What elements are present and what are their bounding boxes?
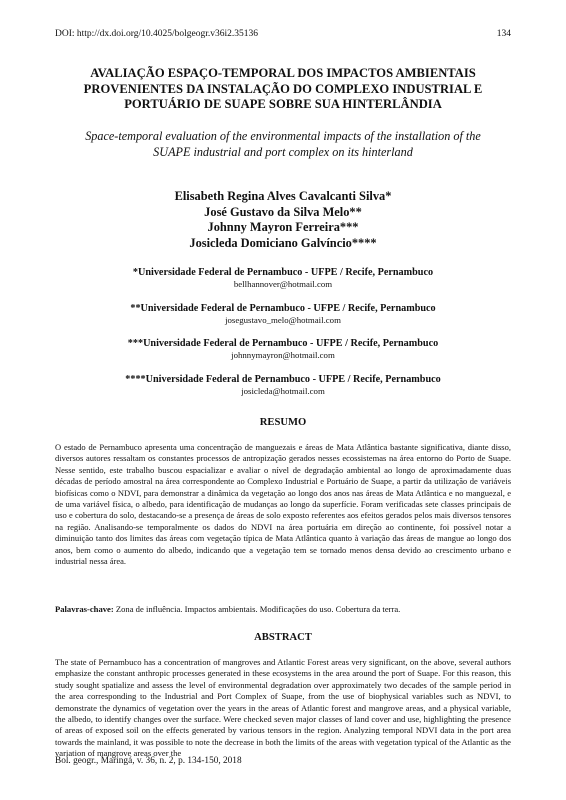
page-number: 134 [496, 29, 511, 39]
affiliation-institution: *Universidade Federal de Pernambuco - UFPE / Recife, Pernambuco [132, 267, 434, 278]
affiliation-institution: ***Universidade Federal de Pernambuco - UFPE / Recife, Pernambuco [127, 338, 439, 349]
affiliation-email[interactable]: josicleda@hotmail.com [241, 386, 325, 396]
affiliation-email[interactable]: josegustavo_melo@hotmail.com [225, 315, 341, 325]
abstract-text: The state of Pernambuco has a concentration of mangroves and Atlantic Forest areas very significant, on the above, several authors emphasize the constant anthropic processes generated in these ecosystems in the area around the port of Suape. For this reason, this study sought spatialize and assess the level of environmental degradation over approximately two decades of the sample period in the area corresponding to the Industrial and Port Complex of Suape, from the use of biophysical variables such as NDVI, to demonstrate the dynamics of vegetation over the years in the areas of Atlantic forest and mangrove areas, and a physical variable, the albedo, to identify changes over the surface. Were checked seven major classes of land cover and use, highlighting the presence of areas of exposed soil on the effects generated by various tensors in the region. Analyzing temporal NDVI data in the port area towards the mainland, it was possible to note the decrease in both the limits of the areas with vegetation typical of the Atlantic as the variation of mangrove areas over the [55, 657, 511, 759]
title-line: PORTUÁRIO DE SUAPE SOBRE SUA HINTERLÂNDIA [124, 97, 442, 111]
resumo-text: O estado de Pernambuco apresenta uma concentração de manguezais e áreas de Mata Atlântica bastante significativa, diante disso, diversos autores ressaltam os constantes processos de antropização gerados nesses ecossistemas na área entorno do Porto de Suape. Nesse sentido, este trabalho buscou espacializar e avaliar o nível de degradação ambiental ao longo de aproximadamente duas décadas de período amostral na área correspondente ao Complexo Industrial e Portuário de Suape, a partir da utilização de variáveis biofísicas como o NDVI, para demonstrar a dinâmica da vegetação ao longo dos anos nas áreas de Mata Atlântica e no manguezal, e de uma variável física, o albedo, para identificação de mudanças ao longo da superfície. Foram verificadas sete classes principais de uso e cobertura do solo, destacando-se a presença de áreas de solo exposto referentes aos efeitos gerados pelos mais diversos tensores na região. Analisando-se temporalmente os dados do NDVI na área portuária em direção ao continente, foi possível notar a diminuição tanto dos limites das áreas com vegetação típica de Mata Atlântica quanto à variação das áreas de mangue ao longo dos anos, bem como o aumento do albedo, indicando que a vegetação tem se tornado menos densa devido ao crescimento urbano e industrial nessa área. [55, 442, 511, 567]
abstract-heading: ABSTRACT [254, 632, 312, 643]
author-list [40, 189, 526, 251]
affiliation-3 [40, 337, 526, 361]
keywords-text: Zona de influência. Impactos ambientais. Modificações do uso. Cobertura da terra. [115, 604, 401, 614]
paper-subtitle [45, 129, 521, 160]
page-header [55, 29, 511, 39]
keywords-label: Palavras-chave: [55, 604, 114, 614]
keywords-line [55, 604, 511, 614]
paper-title [40, 66, 526, 113]
affiliation-2 [40, 302, 526, 326]
resumo-heading: RESUMO [259, 417, 307, 428]
affiliation-email[interactable]: johnnymayron@hotmail.com [231, 350, 335, 360]
subtitle-line: Space-temporal evaluation of the environmental impacts of the installation of the [85, 129, 481, 143]
author-name: Josicleda Domiciano Galvíncio**** [189, 235, 377, 250]
author-name: Johnny Mayron Ferreira*** [207, 220, 359, 235]
doi-link[interactable]: DOI: http://dx.doi.org/10.4025/bolgeogr.v36i2.35136 [55, 29, 259, 39]
page-footer: Bol. geogr., Maringá, v. 36, n. 2, p. 134-150, 2018 [55, 756, 242, 766]
title-line: AVALIAÇÃO ESPAÇO-TEMPORAL DOS IMPACTOS AMBIENTAIS [90, 66, 476, 80]
affiliation-institution: ****Universidade Federal de Pernambuco - UFPE / Recife, Pernambuco [125, 374, 441, 385]
author-name: José Gustavo da Silva Melo** [204, 204, 362, 219]
affiliation-institution: **Universidade Federal de Pernambuco - UFPE / Recife, Pernambuco [130, 303, 436, 314]
affiliation-4 [40, 373, 526, 397]
author-name: Elisabeth Regina Alves Cavalcanti Silva* [174, 189, 392, 203]
affiliation-email[interactable]: bellhannover@hotmail.com [233, 279, 333, 289]
affiliation-1 [40, 266, 526, 290]
title-line: PROVENIENTES DA INSTALAÇÃO DO COMPLEXO INDUSTRIAL E [83, 81, 483, 96]
subtitle-line: SUAPE industrial and port complex on its hinterland [153, 144, 413, 159]
